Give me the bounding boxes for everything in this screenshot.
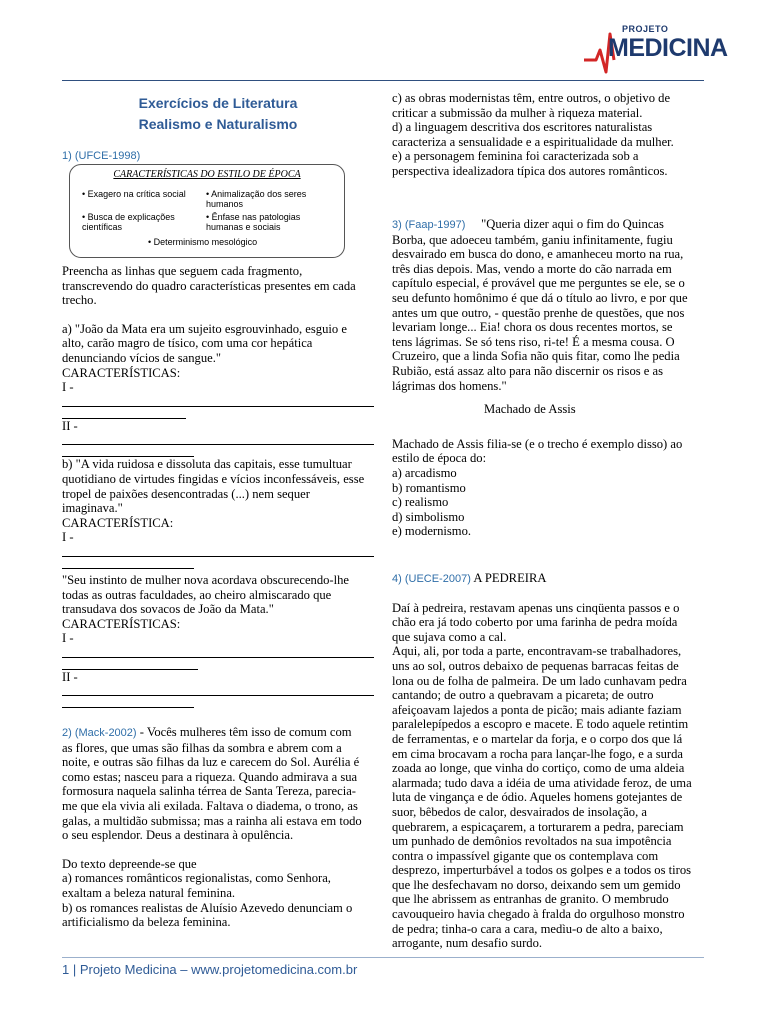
q2-option: caracteriza a sensualidade e a espiritualidade da mulher. — [392, 134, 674, 149]
q4-line: um punhado de demônios revoltados na sua impotência — [392, 834, 672, 849]
q3-option: b) romantismo — [392, 480, 466, 495]
q2-line: as flores, que umas são filhas da sombra e abrem com a — [62, 740, 342, 755]
q4-line: cavouqueiro havia chegado à fralda do orgulhoso monstro — [392, 907, 685, 922]
q1-instruction-line: trecho. — [62, 293, 97, 308]
q1-b-line: imaginava." — [62, 501, 123, 516]
q3-line: capítulo especial, é provável que me perguntes se ele, se o — [392, 276, 685, 291]
answer-line[interactable] — [62, 445, 194, 457]
q4-body — [392, 571, 708, 951]
q1-a-line: denunciando vícios de sangue." — [62, 350, 222, 365]
q1-a-line: a) "João da Mata era um sujeito esgrouvinhado, esguio e — [62, 321, 347, 336]
q2-option: criticar a submissão da mulher à riqueza material. — [392, 105, 643, 120]
title-line1: Exercícios de Literatura — [138, 95, 298, 111]
q3-option: a) arcadismo — [392, 465, 457, 480]
q3-question: Machado de Assis filia-se (e o trecho é exemplo disso) ao — [392, 436, 683, 451]
q4-line: zoada ao longe, que vinha do cortiço, como de uma aldeia — [392, 761, 685, 776]
q4-line: paralelepípedos a escopro e macete. E todo aquele retintim — [392, 717, 689, 732]
logo-top-text: PROJETO — [622, 24, 669, 34]
footer-rule — [62, 957, 704, 958]
q3-line: desvairado em busca do dono, e amanheceu morto na rua, — [392, 247, 684, 262]
q1-box — [69, 164, 345, 258]
q4-line: lona ou de folha de palmeira. De um lado cunhavam pedra — [392, 673, 687, 688]
q2-line: me que ela vivia ali exilada. Faltava o diadema, o trono, as — [62, 798, 358, 813]
answer-line[interactable] — [62, 646, 374, 658]
header-logo — [582, 24, 728, 80]
q3-line: Cruzeiro, que a linda Sofia não quis fitar, como lhe pedia — [392, 349, 680, 364]
q4-line: Daí à pedreira, restavam apenas uns cinqüenta passos e o — [392, 600, 680, 615]
q2-number: 2) (Mack-2002) — [62, 727, 137, 739]
q3-line: lágrimas dos homens." — [392, 378, 507, 393]
q4-line: contra o impassível gigante que os contemplava com — [392, 848, 659, 863]
q2-body — [62, 725, 378, 930]
q1-a-ii: II - — [62, 418, 78, 433]
q2-option: b) os romances realistas de Aluísio Azevedo denunciam o — [62, 900, 353, 915]
q2-body-cont — [392, 91, 708, 179]
q4-line: quebrarem, a espicaçarem, a torturarem a pedra, pareciam — [392, 819, 684, 834]
q1-box-item: • Determinismo mesológico — [148, 237, 258, 247]
q4-line: uns ao sol, outros debaixo de pequenas barracas feitas de — [392, 658, 679, 673]
q2-line: como estas; nasceu para a riqueza. Quando admirava a sua — [62, 769, 358, 784]
q2-option: e) a personagem feminina foi caracterizada sob a — [392, 149, 639, 164]
q1-c-label: CARACTERÍSTICAS: — [62, 616, 181, 631]
q4-number: 4) (UECE-2007) — [392, 573, 471, 585]
q4-title: A PEDREIRA — [473, 571, 547, 585]
q3-number: 3) (Faap-1997) — [392, 219, 466, 231]
answer-line[interactable] — [62, 433, 374, 445]
logo-main-text: MEDICINA — [608, 34, 728, 62]
q3-line: antes um que outro, - questão prenhe de questões, que nos — [392, 305, 685, 320]
q3-line: Borba, que adoeceu também, ganiu infinitamente, fugiu — [392, 232, 673, 247]
q3-body — [392, 217, 708, 539]
q4-line: luta de vingança e de ódio. Aqueles homens gotejantes de — [392, 790, 683, 805]
q3-line: levariam longe... Eia! chora os dous recentes mortos, se — [392, 320, 673, 335]
q2-option: artificialismo da beleza feminina. — [62, 915, 231, 930]
page-title — [62, 93, 374, 135]
q1-b-line: b) "A vida ruidosa e dissoluta das capitais, esse tumultuar — [62, 457, 352, 472]
q1-instruction-line: Preencha as linhas que seguem cada fragmento, — [62, 264, 303, 278]
q1-b-line: quotidiano de virtudes fingidas e vícios inconfessáveis, esse — [62, 471, 365, 486]
title-line2: Realismo e Naturalismo — [138, 116, 298, 132]
q2-line: formosura naquela salinha térrea de Santa Tereza, parecia- — [62, 784, 356, 799]
q1-box-heading: CARACTERÍSTICAS DO ESTILO DE ÉPOCA — [113, 169, 301, 180]
q3-question: estilo de época do: — [392, 451, 487, 466]
answer-line[interactable] — [62, 395, 374, 407]
q4-line: desprezo, imperturbável a todos os golpes e a todos os tiros — [392, 863, 692, 878]
q1-c-i: I - — [62, 631, 74, 646]
q3-option: e) modernismo. — [392, 524, 472, 539]
q4-line: que sujava como a cal. — [392, 629, 507, 644]
q4-line: arrogante, num desafio surdo. — [392, 936, 543, 951]
q1-c-line: todas as outras faculdades, ao cheiro almiscarado que — [62, 587, 332, 602]
answer-line[interactable] — [62, 684, 374, 696]
q1-c-ii: II - — [62, 669, 78, 684]
q1-b-line: tropel de paixões desencontradas (...) nem sequer — [62, 486, 310, 501]
q1-box-item: • Animalização dos seres humanos — [206, 189, 307, 209]
header-rule — [62, 80, 704, 81]
q3-line: tens lágrimas. Se só tens riso, ri-te! É a mesma cousa. O — [392, 334, 675, 349]
q1-a-line: alto, carão magro de tísico, com uma cor hepática — [62, 336, 313, 351]
q2-option: exaltam a beleza natural feminina. — [62, 885, 236, 900]
q1-instruction-line: transcrevendo do quadro características presentes em cada — [62, 278, 356, 293]
q4-line: de ferramentas, e o martelar da forja, e o corpo dos que lá — [392, 731, 683, 746]
answer-line[interactable] — [62, 557, 194, 569]
q4-line: de pedra; tinha-o cara a cara, medìu-o de alto a baixo, — [392, 921, 663, 936]
q4-line: afeiçoavam lajedos a ponta de picão; mais adiante faziam — [392, 702, 682, 717]
q2-question: Do texto depreende-se que — [62, 856, 197, 871]
q2-option: c) as obras modernistas têm, entre outros, o objetivo de — [392, 91, 671, 105]
q3-line: Rubião, está assaz alto para não discernir os risos e as — [392, 363, 664, 378]
q1-b-i: I - — [62, 530, 74, 545]
answer-line[interactable] — [62, 696, 194, 708]
q3-line: "Queria dizer aqui o fim do Quincas — [481, 217, 664, 231]
q3-author: Machado de Assis — [484, 402, 576, 417]
q1-c-line: "Seu instinto de mulher nova acordava obscurecendo-lhe — [62, 572, 350, 587]
page-footer: 1 | Projeto Medicina – www.projetomedicina.com.br — [62, 962, 358, 977]
q2-line: galas, a multidão submissa; mas a rainha ali estava em todo — [62, 813, 362, 828]
q1-box-item: • Ênfase nas patologias humanas e sociais — [206, 212, 301, 232]
q4-line: Aqui, ali, por toda a parte, encontravam-se trabalhadores, — [392, 644, 682, 659]
q2-option: a) romances românticos regionalistas, como Senhora, — [62, 871, 331, 886]
q2-line: noite, e outras são filhas da luz e carecem do Sol. Aurélia é — [62, 755, 360, 770]
q3-line: três dias depois. Mas, vendo a morte do cão narrada em — [392, 261, 672, 276]
q4-line: suor, bêbedos de calor, desvairados de insolação, a — [392, 804, 647, 819]
q4-line: que lhe desfechavam no dorso, deixando sem um gemido — [392, 877, 681, 892]
q1-box-item: • Busca de explicações científicas — [82, 212, 175, 232]
q1-number: 1) (UFCE-1998) — [62, 150, 141, 162]
q1-box-item: • Exagero na crítica social — [82, 189, 186, 199]
q1-a-i: I - — [62, 380, 74, 395]
q3-line: seu defunto homônimo é que dá o título ao livro, e por que — [392, 290, 688, 305]
q3-option: c) realismo — [392, 495, 449, 510]
answer-line[interactable] — [62, 407, 186, 419]
q2-option: perspectiva idealizadora típica dos autores românticos. — [392, 163, 668, 178]
q1-a-label: CARACTERÍSTICAS: — [62, 365, 181, 380]
answer-line[interactable] — [62, 545, 374, 557]
q4-line: cantando; de outro a quebravam a picareta; de outro — [392, 688, 654, 703]
q4-line: chão era já todo coberto por uma farinha de pedra moída — [392, 615, 678, 630]
q4-line: alarmada; tudo dava a idéia de uma atividade feroz, de uma — [392, 775, 692, 790]
answer-line[interactable] — [62, 658, 198, 670]
q2-option: d) a linguagem descritiva dos escritores naturalistas — [392, 120, 653, 135]
q2-line: o seu esplendor. Deus a destinara à opulência. — [62, 828, 294, 843]
q1-body — [62, 264, 378, 708]
q4-line: em cima brocavam a rocha para lançar-lhe fogo, e a surda — [392, 746, 683, 761]
q3-option: d) simbolismo — [392, 509, 465, 524]
q1-b-label: CARACTERÍSTICA: — [62, 515, 174, 530]
q4-line: que lhe abrissem as entranhas de granito. O membrudo — [392, 892, 669, 907]
q1-c-line: transudava dos sovacos de João da Mata." — [62, 602, 274, 617]
q2-line: - Vocês mulheres têm isso de comum com — [139, 725, 352, 739]
